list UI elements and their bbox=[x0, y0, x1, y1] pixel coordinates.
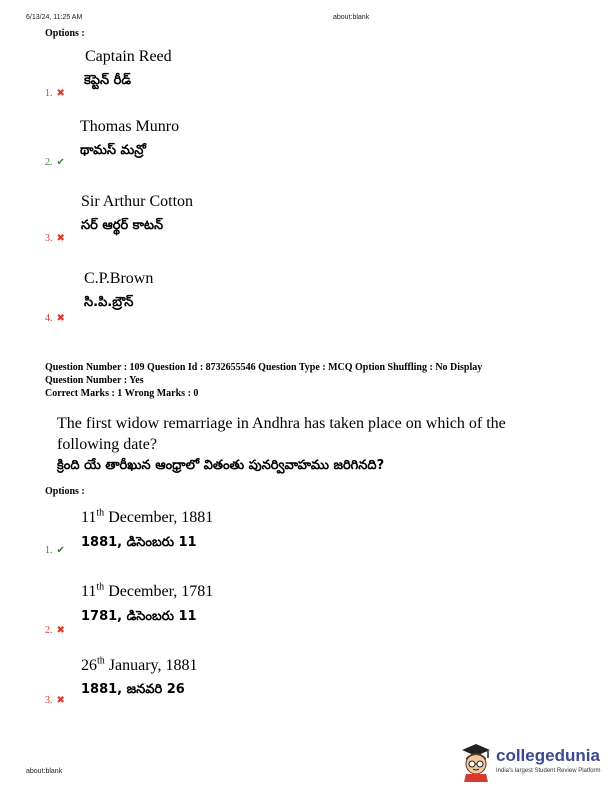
day: 26 bbox=[81, 657, 97, 674]
option-3-number bbox=[45, 233, 65, 244]
option-number: 1. bbox=[45, 88, 53, 99]
q-option-2-en bbox=[81, 583, 213, 601]
question-text-te: క్రింది యే తారీఖున ఆంధ్రాలో వితంతు పునర్వివాహము జరిగినది? bbox=[57, 458, 385, 473]
option-1-number bbox=[45, 88, 65, 99]
question-marks: Correct Marks : 1 Wrong Marks : 0 bbox=[45, 388, 199, 399]
q-option-1-te: 1881, డిసెంబరు 11 bbox=[81, 535, 197, 550]
logo-tagline: India's largest Student Review Platform bbox=[496, 768, 601, 774]
date-rest: January, 1881 bbox=[108, 657, 198, 674]
option-number: 3. bbox=[45, 233, 53, 244]
collegedunia-logo bbox=[458, 742, 608, 782]
q-option-3-te: 1881, జనవరి 26 bbox=[81, 682, 185, 697]
day: 11 bbox=[81, 583, 97, 600]
option-4-en: C.P.Brown bbox=[84, 270, 154, 287]
options-label: Options : bbox=[45, 28, 85, 39]
question-text-en-line2: following date? bbox=[57, 436, 157, 453]
day: 11 bbox=[81, 509, 97, 526]
wrong-mark-icon: ✖ bbox=[56, 233, 65, 244]
ordinal-suffix: th bbox=[96, 581, 105, 593]
q-option-2-te: 1781, డిసెంబరు 11 bbox=[81, 609, 197, 624]
option-number: 2. bbox=[45, 157, 53, 168]
check-mark-icon: ✔ bbox=[56, 545, 65, 556]
option-4-number bbox=[45, 313, 65, 324]
date-rest: December, 1881 bbox=[108, 509, 214, 526]
option-number: 2. bbox=[45, 625, 53, 636]
wrong-mark-icon: ✖ bbox=[56, 313, 65, 324]
option-1-en: Captain Reed bbox=[85, 48, 172, 65]
footer-url: about:blank bbox=[26, 768, 63, 775]
option-number: 4. bbox=[45, 313, 53, 324]
ordinal-suffix: th bbox=[96, 507, 105, 519]
option-3-te: సర్ ఆర్థర్ కాటన్ bbox=[81, 218, 164, 233]
option-number: 3. bbox=[45, 695, 53, 706]
wrong-mark-icon: ✖ bbox=[56, 625, 65, 636]
question-meta-line1: Question Number : 109 Question Id : 8732655546 Question Type : MCQ Option Shuffling : No Display bbox=[45, 362, 483, 373]
q-option-2-number bbox=[45, 625, 65, 636]
mascot-icon bbox=[458, 742, 494, 782]
option-3-en: Sir Arthur Cotton bbox=[81, 193, 194, 210]
q-option-1-number bbox=[45, 545, 65, 556]
option-2-te: థామస్ మన్రో bbox=[80, 143, 146, 158]
option-number: 1. bbox=[45, 545, 53, 556]
option-4-te: సి.పి.బ్రౌన్ bbox=[84, 295, 134, 310]
wrong-mark-icon: ✖ bbox=[56, 88, 65, 99]
print-datetime: 6/13/24, 11:25 AM bbox=[26, 14, 83, 21]
option-2-en: Thomas Munro bbox=[80, 118, 180, 135]
ordinal-suffix: th bbox=[97, 655, 105, 667]
date-rest: December, 1781 bbox=[108, 583, 214, 600]
q-option-3-en bbox=[81, 657, 198, 675]
option-2-number bbox=[45, 157, 65, 168]
options-label: Options : bbox=[45, 486, 85, 497]
print-url: about:blank bbox=[333, 14, 370, 21]
q-option-1-en bbox=[81, 509, 213, 527]
check-mark-icon: ✔ bbox=[56, 157, 65, 168]
logo-name: collegedunia bbox=[496, 746, 600, 765]
question-text-en-line1: The first widow remarriage in Andhra has taken place on which of the bbox=[57, 415, 506, 432]
wrong-mark-icon: ✖ bbox=[56, 695, 65, 706]
option-1-te: కెప్టెన్ రీడ్ bbox=[84, 73, 132, 88]
question-meta-line2: Question Number : Yes bbox=[45, 375, 144, 386]
q-option-3-number bbox=[45, 695, 65, 706]
